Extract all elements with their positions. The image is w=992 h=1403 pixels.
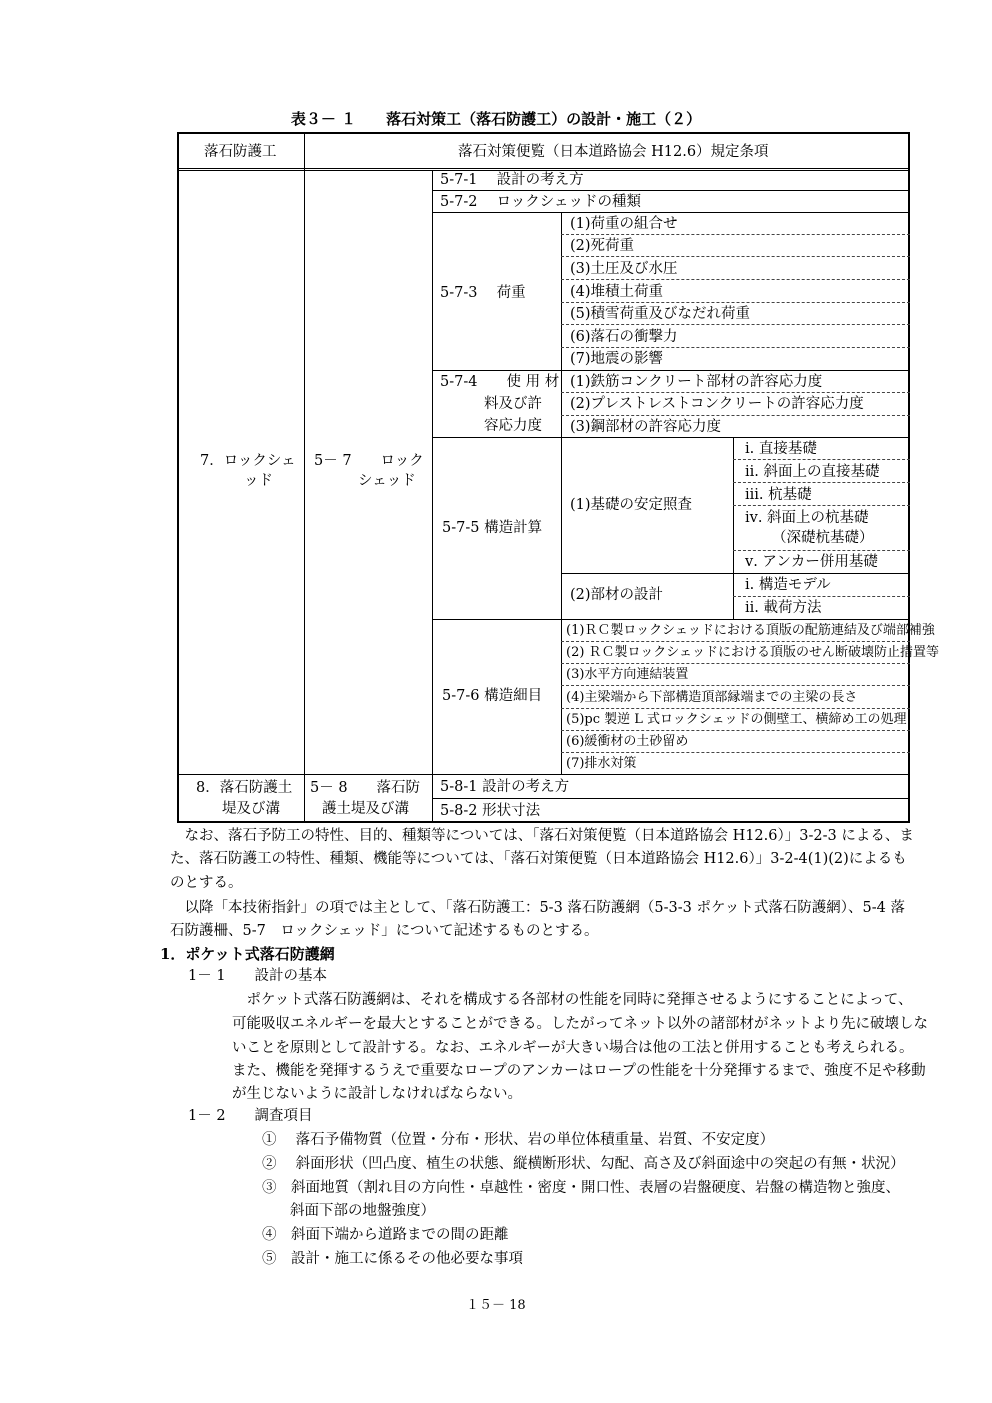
header-col2: 落石対策便覧（日本道路協会 H12.6）規定条項 [458,144,769,160]
row7-col1: ッド [244,473,273,489]
material-item: (3)鋼部材の許容応力度 [570,419,722,435]
dashed-line [733,550,910,551]
detail-item: (4)主梁端から下部構造頂部縁端までの主梁の長さ [566,690,858,705]
load-item: (7)地震の影響 [570,351,664,367]
row7-col2: シェッド [358,473,416,489]
dashed-line [561,392,910,393]
subsection-title: 1－ 1 設計の基本 [188,968,328,984]
body-line: ポケット式落石防護網は、それを構成する各部材の性能を同時に発揮させるようにすることによって、 [232,992,913,1008]
survey-item: ④ 斜面下端から道路までの間の距離 [262,1227,509,1243]
detail-item: (6)緩衝材の土砂留め [566,734,689,749]
row-line [432,190,910,191]
row-line [432,212,910,213]
row8-col1: 堤及び溝 [222,801,280,817]
col-divider [304,132,305,823]
load-item: (3)土圧及び水圧 [570,261,678,277]
page-number: １５－ 18 [466,1298,526,1313]
dashed-line [561,347,910,348]
row8-col2: 護土堤及び溝 [322,801,409,817]
clause-5-7-6: 5-7-6 構造細目 [442,688,543,704]
section-title: 1．ポケット式落石防護網 [160,945,335,963]
row-line [561,573,910,574]
dashed-line [561,324,910,325]
detail-item: (2) ＲＣ製ロックシェッドにおける頂版のせん断破壊防止措置等 [566,645,940,660]
row-line [432,437,910,438]
survey-item: 斜面下部の地盤強度） [290,1203,435,1219]
foundation-item: ⅰ. 直接基礎 [745,441,817,457]
col-divider [432,170,433,823]
dashed-line [561,415,910,416]
body-line: 可能吸収エネルギーを最大とすることができる。したがってネット以外の諸部材がネットより先に破壊しな [232,1016,928,1032]
clause-5-7-4: 5-7-4 使 用 材 [440,374,560,390]
load-item: (2)死荷重 [570,238,635,254]
survey-item: ② 斜面形状（凹凸度、植生の状態、縦横断形状、勾配、高さ及び斜面途中の突起の有無・状況） [262,1156,905,1172]
paragraph-line: のとする。 [170,875,243,891]
dashed-line [561,708,910,709]
col-divider [561,437,562,619]
clause-5-7-4: 料及び許 [484,396,542,412]
material-item: (2)プレストレストコンクリートの許容応力度 [570,396,864,412]
foundation-check: (1)基礎の安定照査 [570,497,693,513]
paragraph-line: 以降「本技術指針」の項では主として、「落石防護工：5-3 落石防護網（5-3-3 ポケット式落石防護網）、5-4 落 [170,900,905,916]
member-design: (2)部材の設計 [570,587,664,603]
dashed-line [733,505,910,506]
dashed-line [733,482,910,483]
dashed-line [561,279,910,280]
row8-col2: 5－ 8 落石防 [310,780,421,796]
foundation-item: ⅳ. 斜面上の杭基礎 [745,510,869,526]
row-line [432,619,910,620]
member-item: ⅱ. 載荷方法 [745,600,822,616]
load-item: (5)積雪荷重及びなだれ荷重 [570,306,751,322]
member-item: ⅰ. 構造モデル [745,577,831,593]
dashed-line [561,256,910,257]
clause-5-7-1: 5-7-1 設計の考え方 [440,172,584,188]
row-line [432,798,910,799]
foundation-item: （深礎杭基礎） [772,530,874,546]
row7-col2: 5－ 7 ロック [314,453,424,469]
dashed-line [561,752,910,753]
body-line: また、機能を発揮するうえで重要なロープのアンカーはロープの性能を十分発揮するまで、強度不足や移動 [232,1063,926,1079]
body-line: いことを原則として設計する。なお、エネルギーが大きい場合は他の工法と併用することも考えられる。 [232,1040,914,1056]
clause-5-8-2: 5-8-2 形状寸法 [440,803,541,819]
subsection-title: 1－ 2 調査項目 [188,1108,313,1124]
dashed-line [561,234,910,235]
row8-col1: 8．落石防護土 [196,780,293,796]
row-line [432,370,910,371]
paragraph-line: た、落石防護工の特性、種類、機能等については、「落石対策便覧（日本道路協会 H12.6）」3-2-4(1)(2)によるも [170,851,907,867]
survey-item: ① 落石予備物質（位置・分布・形状、岩の単位体積重量、岩質、不安定度） [262,1132,775,1148]
paragraph-line: なお、落石予防工の特性、目的、種類等については、「落石対策便覧（日本道路協会 H12.6）」3-2-3 による、ま [170,828,914,844]
clause-5-7-3: 5-7-3 荷重 [440,285,526,301]
dashed-line [561,663,910,664]
load-item: (1)荷重の組合せ [570,216,678,232]
material-item: (1)鉄筋コンクリート部材の許容応力度 [570,374,823,390]
dashed-line [733,596,910,597]
clause-5-7-2: 5-7-2 ロックシェッドの種類 [440,194,642,210]
detail-item: (7)排水対策 [566,756,637,771]
detail-item: (5)pc 製逆 L 式ロックシェッドの側壁工、横締め工の処理 [566,712,907,727]
dashed-line [733,459,910,460]
clause-5-7-5: 5-7-5 構造計算 [442,520,543,536]
load-item: (6)落石の衝撃力 [570,329,678,345]
foundation-item: ⅱ. 斜面上の直接基礎 [745,464,880,480]
load-item: (4)堆積土荷重 [570,284,664,300]
dashed-line [561,641,910,642]
detail-item: (3)水平方向連結装置 [566,667,689,682]
row-line [177,774,910,775]
col-divider [561,619,562,774]
survey-item: ③ 斜面地質（割れ目の方向性・卓越性・密度・開口性、表層の岩盤硬度、岩盤の構造物と強度、 [262,1180,900,1196]
body-line: が生じないように設計しなければならない。 [232,1086,522,1102]
header-col1: 落石防護工 [204,144,277,160]
paragraph-line: 石防護柵、5-7 ロックシェッド」について記述するものとする。 [170,923,599,939]
col-divider [733,437,734,619]
dashed-line [561,685,910,686]
dashed-line [561,302,910,303]
survey-item: ⑤ 設計・施工に係るその他必要な事項 [262,1251,523,1267]
row7-col1: 7．ロックシェ [200,453,296,469]
table-caption: 表３－ １ 落石対策工（落石防護工）の設計・施工（２） [290,110,702,128]
clause-5-8-1: 5-8-1 設計の考え方 [440,779,570,795]
dashed-line [561,730,910,731]
foundation-item: ⅴ. アンカー併用基礎 [745,554,878,570]
detail-item: (1)ＲＣ製ロックシェッドにおける頂版の配筋連結及び端部補強 [566,623,935,638]
foundation-item: ⅲ. 杭基礎 [745,487,812,503]
clause-5-7-4: 容応力度 [484,418,542,434]
